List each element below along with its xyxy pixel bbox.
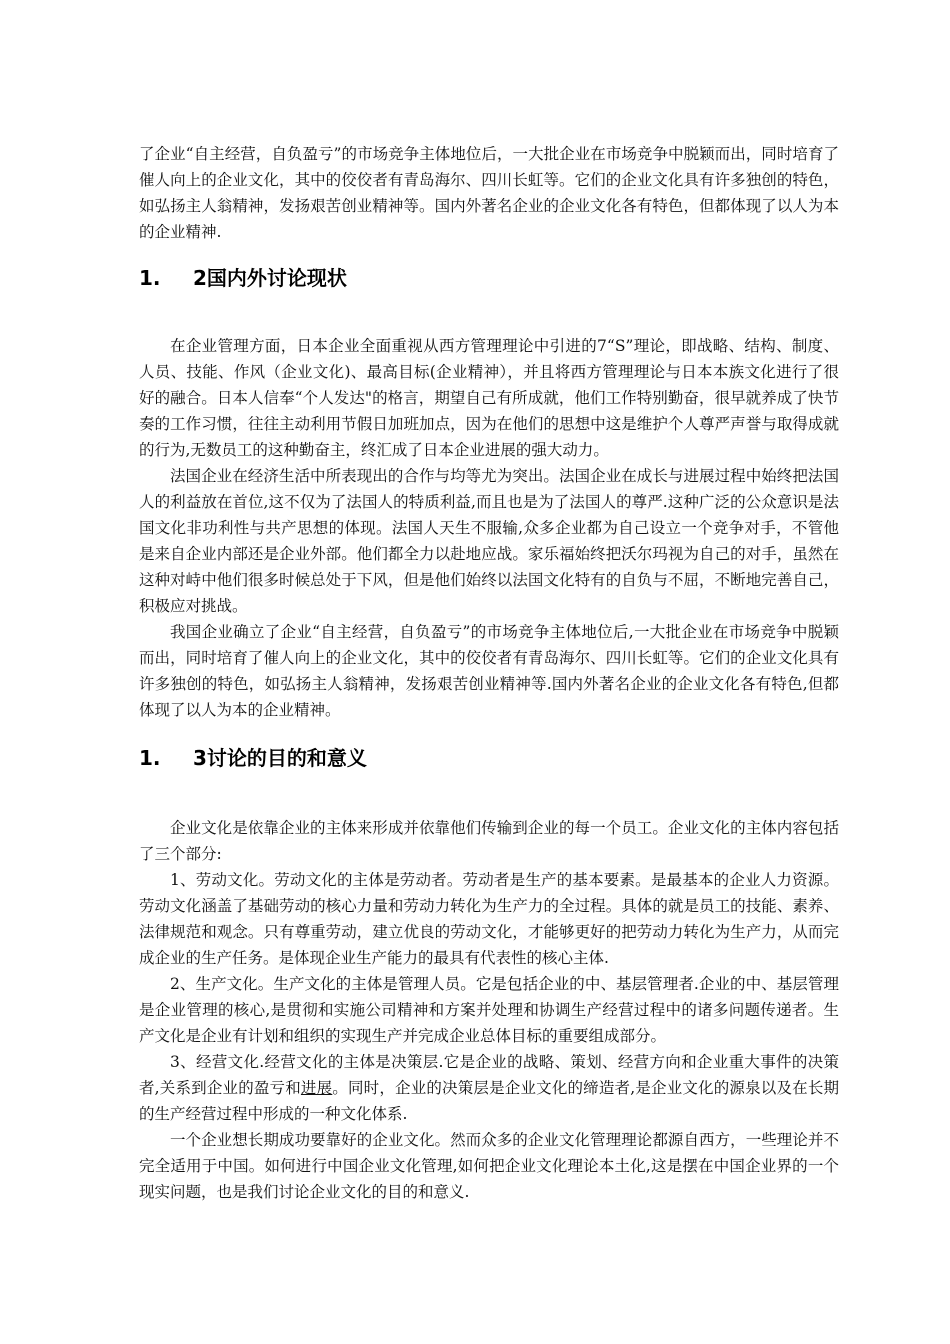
- section-number: 1.: [139, 746, 161, 770]
- text-run: 。同时，企业的决策层是企业文化的缔造者,是企业文化的源泉以及在长期的生产经营过程中形成的一种文化体系.: [139, 1079, 839, 1123]
- paragraph-purpose: 一个企业想长期成功要靠好的企业文化。然而众多的企业文化管理理论都源自西方，一些理论并不完全适用于中国。如何进行中国企业文化管理,如何把企业文化理论本土化,这是摆在中国企业界的一个现实问题，也是我们讨论企业文化的目的和意义.: [139, 1131, 839, 1201]
- paragraph-labor-culture: 1、劳动文化。劳动文化的主体是劳动者。劳动者是生产的基本要素。是最基本的企业人力资源。劳动文化涵盖了基础劳动的核心力量和劳动力转化为生产力的全过程。具体的就是员工的技能、素养、法律规范和观念。只有尊重劳动，建立优良的劳动文化，才能够更好的把劳动力转化为生产力，从而完成企业的生产任务。是体现企业生产能力的最具有代表性的核心主体.: [139, 871, 839, 967]
- paragraph-china: 我国企业确立了企业“自主经营，自负盈亏”的市场竞争主体地位后,一大批企业在市场竞争中脱颖而出，同时培育了催人向上的企业文化，其中的佼佼者有青岛海尔、四川长虹等。它们的企业文化具有许多独创的特色，如弘扬主人翁精神，发扬艰苦创业精神等.国内外著名企业的企业文化各有特色,但都体现了以人为本的企业精神。: [139, 623, 839, 719]
- section-heading-1-3: [139, 743, 839, 773]
- paragraph-production-culture: 2、生产文化。生产文化的主体是管理人员。它是包括企业的中、基层管理者.企业的中、基层管理是企业管理的核心,是贯彻和实施公司精神和方案并处理和协调生产经营过程中的诸多问题传递者。生产文化是企业有计划和组织的实现生产并完成企业总体目标的重要组成部分。: [139, 975, 839, 1045]
- underlined-word: 进展: [300, 1079, 333, 1097]
- text-run: 3、经营文化.经营文化的主体是决策层.它是企业的战略、策划、经营方向和企业重大事件的决策者,关系到企业的盈亏和: [139, 1053, 839, 1097]
- paragraph-culture-subject: 企业文化是依靠企业的主体来形成并依靠他们传输到企业的每一个员工。企业文化的主体内容包括了三个部分:: [139, 819, 839, 863]
- paragraph-intro-continued: 了企业“自主经营，自负盈亏”的市场竞争主体地位后，一大批企业在市场竞争中脱颖而出，同时培育了催人向上的企业文化，其中的佼佼者有青岛海尔、四川长虹等。它们的企业文化具有许多独创的特色，如弘扬主人翁精神，发扬艰苦创业精神等。国内外著名企业的企业文化各有特色，但都体现了以人为本的企业精神.: [139, 145, 839, 241]
- section-title: 2国内外讨论现状: [193, 266, 347, 290]
- section-heading-1-2: [139, 263, 839, 293]
- section-number: 1.: [139, 266, 161, 290]
- paragraph-business-culture: [139, 1049, 839, 1127]
- paragraph-japan: 在企业管理方面，日本企业全面重视从西方管理理论中引进的7“S”理论，即战略、结构、制度、人员、技能、作风（企业文化)、最高目标(企业精神），并且将西方管理理论与日本本族文化进行了很好的融合。日本人信奉“个人发达"的格言，期望自己有所成就，他们工作特别勤奋，很早就养成了快节奏的工作习惯，往往主动利用节假日加班加点，因为在他们的思想中这是维护个人尊严声誉与取得成就的行为,无数员工的这种勤奋主，终汇成了日本企业进展的强大动力。: [139, 337, 839, 459]
- section-title: 3讨论的目的和意义: [193, 746, 367, 770]
- paragraph-france: 法国企业在经济生活中所表现出的合作与均等尤为突出。法国企业在成长与进展过程中始终把法国人的利益放在首位,这不仅为了法国人的特质利益,而且也是为了法国人的尊严.这种广泛的公众意识是法国文化非功利性与共产思想的体现。法国人天生不服输,众多企业都为自己设立一个竞争对手，不管他是来自企业内部还是企业外部。他们都全力以赴地应战。家乐福始终把沃尔玛视为自己的对手，虽然在这种对峙中他们很多时候总处于下风，但是他们始终以法国文化特有的自负与不屈，不断地完善自己，积极应对挑战。: [139, 467, 839, 615]
- document-page: [139, 141, 839, 1205]
